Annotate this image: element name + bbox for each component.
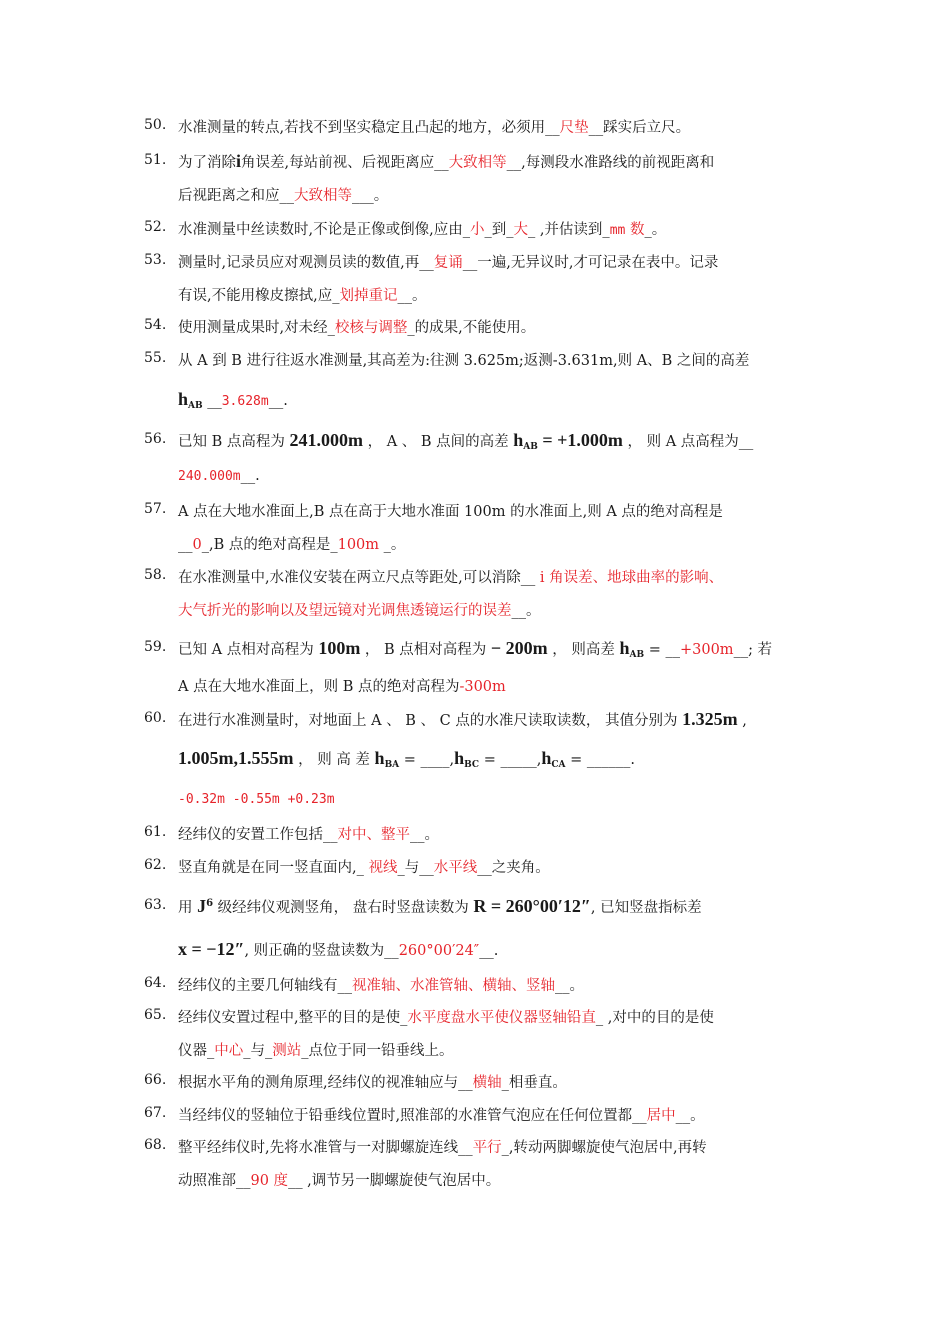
question-number: 54. xyxy=(144,317,167,333)
question-text: 角误差,每站前视、后视距离应__ xyxy=(241,155,449,171)
question-text: 动照准部__ xyxy=(178,1173,251,1189)
question-text: ， B 点相对高程为 xyxy=(360,642,491,658)
question-line xyxy=(178,974,584,995)
question-text: 有误,不能用橡皮擦拭,应_ xyxy=(178,288,340,304)
question-line xyxy=(178,675,506,696)
question-line xyxy=(178,430,753,452)
question-line xyxy=(178,856,550,877)
question-text: 经纬仪安置过程中,整平的目的是使_ xyxy=(178,1010,408,1026)
question-text: _ ,并估读到_ xyxy=(527,222,610,238)
question-text: __ xyxy=(202,393,222,409)
question-text: J xyxy=(197,896,207,916)
question-text: 1.325m xyxy=(682,709,738,729)
question-line xyxy=(178,151,714,172)
answer-text: 水平线 xyxy=(433,860,478,876)
question-text: 100m xyxy=(318,638,361,658)
question-text: R = 260°00′12″ xyxy=(473,896,591,916)
question-text: __; 若 xyxy=(733,642,773,658)
question-text: 1.005m,1.555m xyxy=(178,748,294,768)
question-line xyxy=(178,566,723,587)
question-text: __。 xyxy=(410,827,439,843)
question-text: − 200m xyxy=(490,638,548,658)
answer-text: mm xyxy=(609,223,626,238)
question-text: 已知 B 点高程为 xyxy=(178,434,290,450)
answer-text: 260°00′24″ xyxy=(398,943,480,959)
answer-text: 大气折光的影响以及望远镜对光调焦透镜运行的误差 xyxy=(178,603,512,619)
question-line xyxy=(178,533,405,554)
question-line xyxy=(178,791,335,807)
question-line xyxy=(178,896,702,917)
question-text: _ ,对中的目的是使 xyxy=(595,1010,714,1026)
question-text: _与__ xyxy=(397,860,434,876)
question-text: A 点在大地水准面上，则 B 点的绝对高程为 xyxy=(178,679,460,695)
question-text: __ ,调节另一脚螺旋使气泡居中。 xyxy=(288,1173,501,1189)
answer-text: 小 xyxy=(469,222,485,238)
question-text: 在水准测量中,水准仪安装在两立尺点等距处,可以消除__ xyxy=(178,570,540,586)
question-text: BA xyxy=(384,760,400,770)
question-line xyxy=(178,349,749,370)
question-text: = ____, xyxy=(399,752,455,768)
question-text: 在进行水准测量时，对地面上 A 、 B 、 C 点的水准尺读取读数， 其值分别为 xyxy=(178,713,683,729)
answer-text: 大 xyxy=(513,222,528,238)
question-text: __。 xyxy=(675,1108,705,1124)
question-line xyxy=(178,939,498,960)
question-line xyxy=(178,1071,567,1092)
answer-text: 3.628m xyxy=(221,394,269,409)
question-text: ， 则 高 差 xyxy=(293,752,375,768)
question-text: _相垂直。 xyxy=(501,1075,567,1091)
question-text: _的成果,不能使用。 xyxy=(407,320,536,336)
question-line xyxy=(178,218,666,239)
question-text: 当经纬仪的竖轴位于铅垂线位置时,照准部的水准管气泡应在任何位置都__ xyxy=(178,1108,647,1124)
question-text: ， 则 A 点高程为__ xyxy=(622,434,754,450)
question-text: h xyxy=(513,430,524,450)
question-text: 仪器_ xyxy=(178,1043,215,1059)
question-line xyxy=(178,251,718,272)
question-number: 52. xyxy=(144,219,167,235)
question-line xyxy=(178,500,723,521)
question-text: __. xyxy=(479,943,499,959)
answer-text: -300m xyxy=(459,679,506,695)
question-line xyxy=(178,638,772,660)
answer-text: 复诵 xyxy=(433,255,463,271)
question-text: 为了消除 xyxy=(178,155,236,171)
question-number: 60. xyxy=(144,710,167,726)
question-text: _。 xyxy=(644,222,667,238)
question-text: = ______. xyxy=(565,752,635,768)
answer-text: 中心 xyxy=(214,1043,244,1059)
question-text: ， 则高差 xyxy=(547,642,620,658)
question-number: 59. xyxy=(144,639,167,655)
question-text: 级经纬仪观测竖角， 盘右时竖盘读数为 xyxy=(213,900,474,916)
question-text: i xyxy=(236,151,242,171)
question-text: 整平经纬仪时,先将水准管与一对脚螺旋连线__ xyxy=(178,1140,473,1156)
answer-text: +300m xyxy=(679,642,734,658)
question-text: 测量时,记录员应对观测员读的数值,再__ xyxy=(178,255,434,271)
answer-text: 大致相等 xyxy=(448,155,507,171)
question-text: , 已知竖盘指标差 xyxy=(590,900,702,916)
question-text: __一遍,无异议时,才可记录在表中。记录 xyxy=(462,255,719,271)
question-text: h xyxy=(178,389,189,409)
question-text: h xyxy=(454,748,465,768)
question-text: x = −12″ xyxy=(178,939,245,959)
question-line xyxy=(178,389,288,411)
question-text: ___。 xyxy=(352,188,389,204)
question-number: 68. xyxy=(144,1137,167,1153)
question-text: __ xyxy=(178,537,193,553)
question-number: 50. xyxy=(144,117,167,133)
question-text: A 点在大地水准面上,B 点在高于大地水准面 100m 的水准面上,则 A 点的绝对高程是 xyxy=(178,504,723,520)
question-line xyxy=(178,709,747,730)
question-text: 经纬仪的主要几何轴线有__ xyxy=(178,978,352,994)
answer-text: 大致相等 xyxy=(294,188,352,204)
answer-text: 数 xyxy=(629,222,645,238)
answer-text: 测站 xyxy=(272,1043,302,1059)
question-line xyxy=(178,316,535,337)
question-line xyxy=(178,1136,707,1157)
answer-text: 0 xyxy=(192,537,202,553)
question-text: 从 A 到 B 进行往返水准测量,其高差为:往测 3.625m;返测-3.631m,则 A、B 之间的高差 xyxy=(178,353,750,369)
question-text: = +1.000m xyxy=(537,430,623,450)
question-text: AB xyxy=(188,401,203,411)
question-line xyxy=(178,748,635,770)
question-line xyxy=(178,1039,454,1060)
question-line xyxy=(178,1006,714,1027)
answer-text: 视准轴、水准管轴、横轴、竖轴 xyxy=(352,978,555,994)
answer-text: 划掉重记 xyxy=(339,288,398,304)
answer-text: 视线 xyxy=(368,860,398,876)
answer-text: 尺垫 xyxy=(559,120,589,136)
question-text: 后视距离之和应__ xyxy=(178,188,294,204)
question-text: 6 xyxy=(206,898,214,909)
answer-text: 100m xyxy=(337,537,380,553)
question-number: 55. xyxy=(144,350,167,366)
answer-text: 校核与调整 xyxy=(334,320,408,336)
question-text: __。 xyxy=(397,288,427,304)
question-line xyxy=(178,1104,705,1125)
question-text: __. xyxy=(268,393,288,409)
answer-text: 对中、整平 xyxy=(337,827,410,843)
question-text: _与_ xyxy=(243,1043,273,1059)
question-number: 61. xyxy=(144,824,167,840)
question-line xyxy=(178,116,690,137)
question-number: 62. xyxy=(144,857,167,873)
question-text: __. xyxy=(240,468,260,484)
question-text: 根据水平角的测角原理,经纬仪的视准轴应与__ xyxy=(178,1075,473,1091)
question-text: 已知 A 点相对高程为 xyxy=(178,642,319,658)
question-text: ， A 、 B 点间的高差 xyxy=(362,434,514,450)
question-text: __,每测段水准路线的前视距离和 xyxy=(506,155,715,171)
question-text: _到_ xyxy=(484,222,514,238)
answer-text: i 角误差、地球曲率的影响、 xyxy=(539,570,724,586)
question-text: CA xyxy=(551,760,566,770)
question-number: 63. xyxy=(144,897,167,913)
question-line xyxy=(178,284,426,305)
question-text: __。 xyxy=(555,978,584,994)
question-line xyxy=(178,599,541,620)
answer-text: 平行 xyxy=(472,1140,502,1156)
question-text: BC xyxy=(464,760,480,770)
answer-text: 240.000m xyxy=(178,469,241,484)
question-text: _点位于同一铅垂线上。 xyxy=(301,1043,454,1059)
answer-text: 90 度 xyxy=(250,1173,289,1189)
question-text: = __ xyxy=(644,642,680,658)
question-text: h xyxy=(619,638,630,658)
question-number: 51. xyxy=(144,152,167,168)
question-text: 水准测量中丝读数时,不论是正像或倒像,应由_ xyxy=(178,222,470,238)
question-text: 经纬仪的安置工作包括__ xyxy=(178,827,338,843)
question-text: = _____, xyxy=(479,752,542,768)
question-number: 65. xyxy=(144,1007,167,1023)
question-text: __。 xyxy=(511,603,541,619)
question-text: 用 xyxy=(178,900,198,916)
question-text: __踩实后立尺。 xyxy=(588,120,691,136)
question-text: , xyxy=(737,713,747,729)
question-text: 241.000m xyxy=(289,430,363,450)
question-text: h xyxy=(541,748,552,768)
answer-text: 水平度盘水平使仪器竖轴铅直 xyxy=(407,1010,596,1026)
answer-text: 横轴 xyxy=(472,1075,502,1091)
question-number: 66. xyxy=(144,1072,167,1088)
question-number: 58. xyxy=(144,567,167,583)
question-number: 67. xyxy=(144,1105,167,1121)
answer-text: -0.32m -0.55m +0.23m xyxy=(178,792,335,807)
question-text: 竖直角就是在同一竖直面内,_ xyxy=(178,860,369,876)
question-text: _,B 点的绝对高程是_ xyxy=(201,537,338,553)
answer-text: 居中 xyxy=(646,1108,676,1124)
question-line xyxy=(178,468,260,484)
question-line xyxy=(178,1169,500,1190)
question-number: 53. xyxy=(144,252,167,268)
question-line xyxy=(178,184,388,205)
question-number: 57. xyxy=(144,501,167,517)
question-number: 56. xyxy=(144,431,167,447)
question-text: _。 xyxy=(379,537,406,553)
question-text: __之夹角。 xyxy=(477,860,550,876)
question-text: _,转动两脚螺旋使气泡居中,再转 xyxy=(501,1140,707,1156)
question-line xyxy=(178,823,439,844)
question-text: AB xyxy=(523,442,538,452)
question-text: AB xyxy=(629,650,645,660)
question-text: 水准测量的转点,若找不到坚实稳定且凸起的地方，必须用__ xyxy=(178,120,560,136)
question-text: 使用测量成果时,对未经_ xyxy=(178,320,335,336)
question-text: h xyxy=(374,748,385,768)
question-number: 64. xyxy=(144,975,167,991)
question-text: , 则正确的竖盘读数为__ xyxy=(244,943,399,959)
